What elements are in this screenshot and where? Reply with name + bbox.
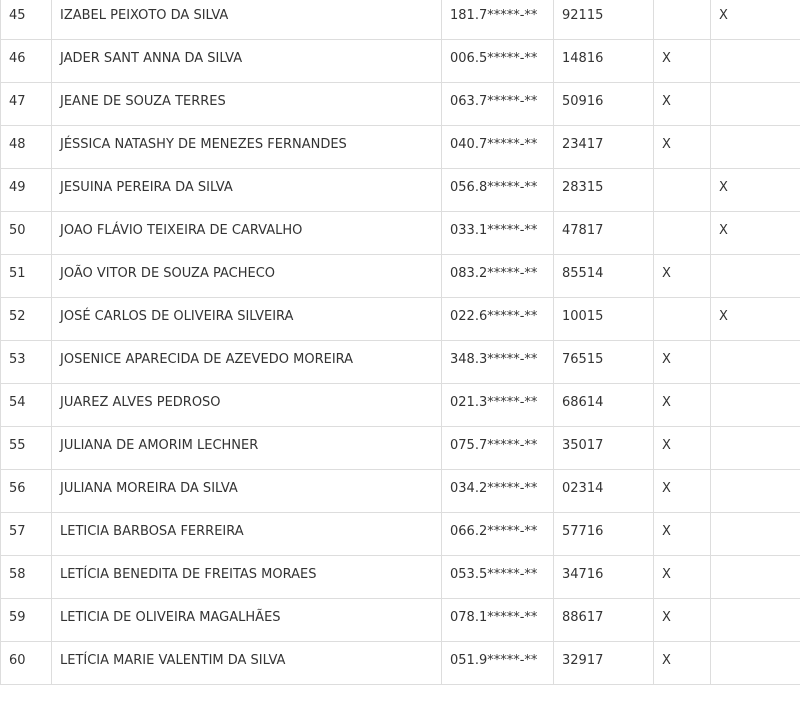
candidate-code: 85514 [554,255,654,298]
table-row [1,599,800,642]
row-number: 58 [1,556,52,599]
mark-column-a: X [654,642,711,685]
candidate-cpf: 051.9*****-** [442,642,554,685]
row-number: 55 [1,427,52,470]
row-number: 59 [1,599,52,642]
table-row [1,212,800,255]
mark-column-b: X [711,298,800,341]
mark-column-a: X [654,427,711,470]
row-number: 45 [1,0,52,40]
mark-column-b [711,642,800,685]
candidate-code: 57716 [554,513,654,556]
mark-column-a: X [654,83,711,126]
candidate-cpf: 053.5*****-** [442,556,554,599]
candidate-name: LETÍCIA BENEDITA DE FREITAS MORAES [52,556,442,599]
mark-column-b: X [711,212,800,255]
mark-column-b [711,126,800,169]
candidate-code: 68614 [554,384,654,427]
mark-column-a: X [654,40,711,83]
mark-column-b [711,599,800,642]
row-number: 48 [1,126,52,169]
table-row [1,83,800,126]
row-number: 47 [1,83,52,126]
mark-column-b [711,513,800,556]
mark-column-b [711,384,800,427]
table-row [1,470,800,513]
mark-column-a: X [654,255,711,298]
candidate-name: JEANE DE SOUZA TERRES [52,83,442,126]
candidate-name: JESUINA PEREIRA DA SILVA [52,169,442,212]
table-row [1,126,800,169]
row-number: 46 [1,40,52,83]
candidate-code: 76515 [554,341,654,384]
table-row [1,255,800,298]
row-number: 50 [1,212,52,255]
mark-column-a: X [654,599,711,642]
candidate-cpf: 066.2*****-** [442,513,554,556]
candidate-name: JULIANA DE AMORIM LECHNER [52,427,442,470]
candidate-cpf: 078.1*****-** [442,599,554,642]
row-number: 51 [1,255,52,298]
candidate-cpf: 040.7*****-** [442,126,554,169]
candidate-cpf: 348.3*****-** [442,341,554,384]
mark-column-b [711,83,800,126]
mark-column-a [654,298,711,341]
row-number: 57 [1,513,52,556]
candidate-cpf: 075.7*****-** [442,427,554,470]
mark-column-b [711,470,800,513]
candidate-cpf: 022.6*****-** [442,298,554,341]
candidate-cpf: 083.2*****-** [442,255,554,298]
candidate-cpf: 063.7*****-** [442,83,554,126]
candidate-cpf: 181.7*****-** [442,0,554,40]
candidate-code: 10015 [554,298,654,341]
candidate-name: JUAREZ ALVES PEDROSO [52,384,442,427]
candidate-cpf: 056.8*****-** [442,169,554,212]
candidate-cpf: 033.1*****-** [442,212,554,255]
candidate-name: JOSÉ CARLOS DE OLIVEIRA SILVEIRA [52,298,442,341]
candidate-name: JÉSSICA NATASHY DE MENEZES FERNANDES [52,126,442,169]
candidate-code: 02314 [554,470,654,513]
table-row [1,341,800,384]
row-number: 49 [1,169,52,212]
candidate-cpf: 021.3*****-** [442,384,554,427]
mark-column-b [711,427,800,470]
candidate-name: LETICIA BARBOSA FERREIRA [52,513,442,556]
mark-column-a: X [654,470,711,513]
candidate-name: JOÃO VITOR DE SOUZA PACHECO [52,255,442,298]
row-number: 54 [1,384,52,427]
candidate-code: 92115 [554,0,654,40]
mark-column-a: X [654,341,711,384]
candidate-code: 47817 [554,212,654,255]
candidate-name: IZABEL PEIXOTO DA SILVA [52,0,442,40]
mark-column-b [711,556,800,599]
candidate-name: JOAO FLÁVIO TEIXEIRA DE CARVALHO [52,212,442,255]
mark-column-a [654,0,711,40]
mark-column-b [711,40,800,83]
row-number: 60 [1,642,52,685]
candidate-name: JOSENICE APARECIDA DE AZEVEDO MOREIRA [52,341,442,384]
candidate-code: 50916 [554,83,654,126]
mark-column-b [711,341,800,384]
candidate-cpf: 034.2*****-** [442,470,554,513]
row-number: 52 [1,298,52,341]
candidate-name: JULIANA MOREIRA DA SILVA [52,470,442,513]
candidate-code: 35017 [554,427,654,470]
mark-column-a: X [654,126,711,169]
table-row [1,169,800,212]
candidate-code: 23417 [554,126,654,169]
table-row [1,642,800,685]
table-row [1,298,800,341]
candidate-name: JADER SANT ANNA DA SILVA [52,40,442,83]
candidate-code: 14816 [554,40,654,83]
candidate-cpf: 006.5*****-** [442,40,554,83]
candidate-code: 28315 [554,169,654,212]
mark-column-a: X [654,556,711,599]
candidate-name: LETICIA DE OLIVEIRA MAGALHÃES [52,599,442,642]
candidate-name: LETÍCIA MARIE VALENTIM DA SILVA [52,642,442,685]
row-number: 56 [1,470,52,513]
candidate-code: 32917 [554,642,654,685]
candidate-code: 88617 [554,599,654,642]
table-row [1,427,800,470]
candidate-code: 34716 [554,556,654,599]
table-body [1,0,800,685]
mark-column-a [654,212,711,255]
mark-column-b: X [711,169,800,212]
table-row [1,0,800,40]
mark-column-a: X [654,384,711,427]
mark-column-a: X [654,513,711,556]
mark-column-b: X [711,0,800,40]
table-row [1,384,800,427]
table-row [1,556,800,599]
mark-column-b [711,255,800,298]
table-row [1,513,800,556]
table-row [1,40,800,83]
mark-column-a [654,169,711,212]
row-number: 53 [1,341,52,384]
